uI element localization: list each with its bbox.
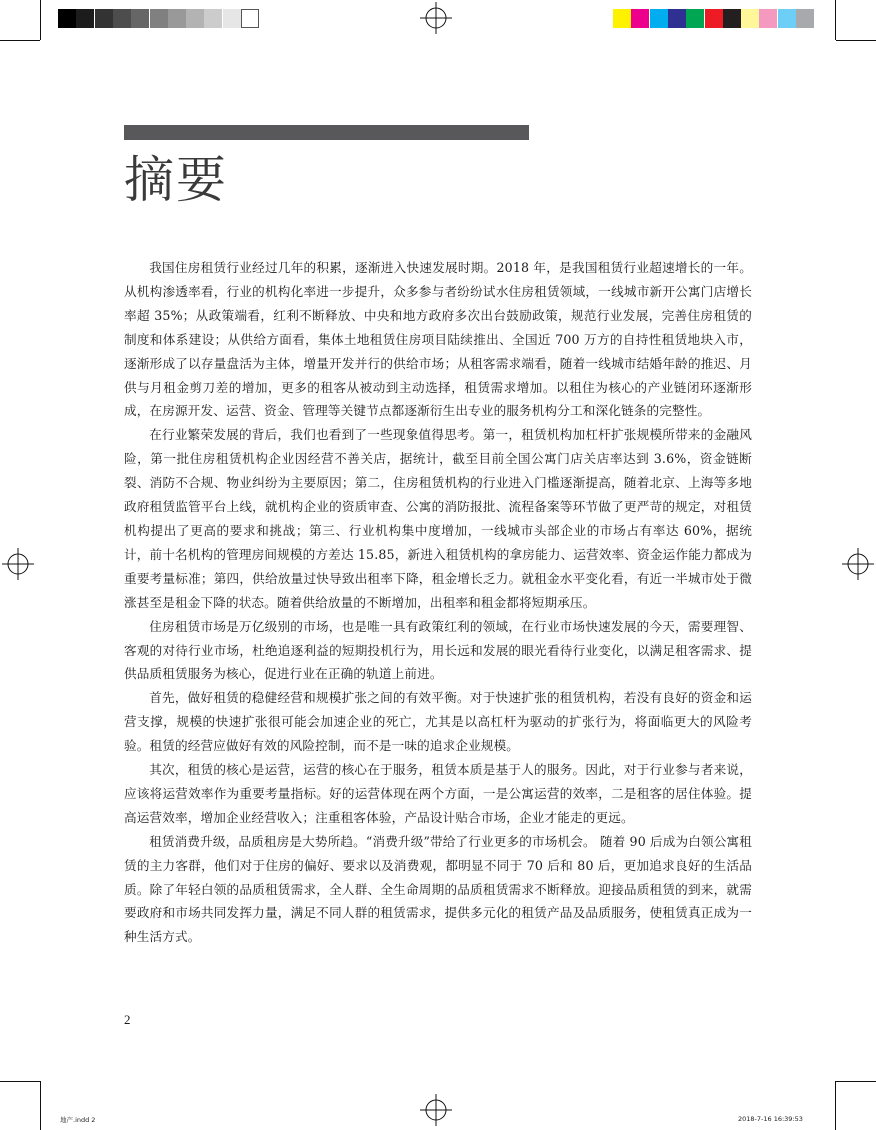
color-swatch bbox=[150, 9, 168, 28]
slug-filename: 地产.indd 2 bbox=[60, 1116, 96, 1124]
paragraph: 其次，租赁的核心是运营，运营的核心在于服务，租赁本质是基于人的服务。因此，对于行业参与者来说，应该将运营效率作为重要考量指标。好的运营体现在两个方面，一是公寓运营的效率，二是租客的居住体验。提高运营效率，增加企业经营收入；注重租客体验，产品设计贴合市场，企业才能走的更远。 bbox=[124, 762, 752, 825]
color-swatch bbox=[668, 9, 686, 28]
crop-mark bbox=[40, 1081, 41, 1130]
color-swatch bbox=[759, 9, 777, 28]
crop-mark bbox=[0, 1081, 40, 1082]
color-swatch bbox=[76, 9, 94, 28]
color-swatch bbox=[204, 9, 222, 28]
registration-mark-bottom bbox=[420, 1094, 452, 1126]
color-swatch bbox=[650, 9, 668, 28]
color-swatch bbox=[168, 9, 186, 28]
registration-mark-top bbox=[420, 2, 452, 34]
page-title: 摘要 bbox=[124, 151, 228, 209]
paragraph: 租赁消费升级，品质租房是大势所趋。“消费升级”带给了行业更多的市场机会。 随着 90 后成为白领公寓租赁的主力客群，他们对于住房的偏好、要求以及消费观，都明显不同于 70 后和 80 后，更加追求良好的生活品质。除了年轻白领的品质租赁需求，全人群、全生命周期的品质租赁需求不断释放。迎接品质租赁的到来，就需要政府和市场共同发挥力量，满足不同人群的租赁需求，提供多元化的租赁产品及品质服务，使租赁真正成为一种生活方式。 bbox=[124, 833, 752, 945]
color-swatch bbox=[186, 9, 204, 28]
paragraph: 我国住房租赁行业经过几年的积累，逐渐进入快速发展时期。2018 年，是我国租赁行业超速增长的一年。从机构渗透率看，行业的机构化率进一步提升，众多参与者纷纷试水住房租赁领域，一线城市新开公寓门店增长率超 35%；从政策端看，红利不断释放、中央和地方政府多次出台鼓励政策，规范行业发展，完善住房租赁的制度和体系建设；从供给方面看，集体土地租赁住房项目陆续推出、全国近 700 万方的自持性租赁地块入市，逐渐形成了以存量盘活为主体，增量开发并行的供给市场；从租客需求端看，随着一线城市结婚年龄的推迟、月供与月租金剪刀差的增加，更多的租客从被动到主动选择，租赁需求增加。以租住为核心的产业链闭环逐渐形成，在房源开发、运营、资金、管理等关键节点都逐渐衍生出专业的服务机构分工和深化链条的完整性。 bbox=[124, 260, 752, 419]
page-number: 2 bbox=[124, 1012, 131, 1027]
color-swatch bbox=[796, 9, 814, 28]
color-swatch bbox=[131, 9, 149, 28]
paragraph: 首先，做好租赁的稳健经营和规模扩张之间的有效平衡。对于快速扩张的租赁机构，若没有良好的资金和运营支撑，规模的快速扩张很可能会加速企业的死亡，尤其是以高杠杆为驱动的扩张行为，将面临更大的风险考验。租赁的经营应做好有效的风险控制，而不是一味的追求企业规模。 bbox=[124, 690, 752, 754]
color-swatch bbox=[95, 9, 113, 28]
color-swatch bbox=[778, 9, 796, 28]
title-accent-bar bbox=[124, 125, 529, 140]
crop-mark bbox=[836, 40, 876, 41]
color-swatch bbox=[686, 9, 704, 28]
paragraph: 住房租赁市场是万亿级别的市场，也是唯一具有政策红利的领域，在行业市场快速发展的今天，需要理智、客观的对待行业市场，杜绝追逐利益的短期投机行为，用长远和发展的眼光看待行业变化，以满足租客需求、提供品质租赁服务为核心，促进行业在正确的轨道上前进。 bbox=[124, 618, 752, 682]
color-swatch bbox=[58, 9, 76, 28]
registration-mark-right bbox=[842, 548, 874, 580]
color-swatch bbox=[705, 9, 723, 28]
abstract-body bbox=[124, 256, 752, 949]
registration-mark-left bbox=[2, 548, 34, 580]
slug-timestamp: 2018-7-16 16:39:53 bbox=[738, 1115, 803, 1123]
color-swatch bbox=[113, 9, 131, 28]
color-swatch bbox=[631, 9, 649, 28]
color-swatch bbox=[741, 9, 759, 28]
crop-mark bbox=[836, 1081, 876, 1082]
paragraph: 在行业繁荣发展的背后，我们也看到了一些现象值得思考。第一，租赁机构加杠杆扩张规模所带来的金融风险，第一批住房租赁机构企业因经营不善关店，据统计，截至目前全国公寓门店关店率达到 3.6%，资金链断裂、消防不合规、物业纠纷为主要原因；第二，住房租赁机构的行业进入门槛逐渐提高，随着北京、上海等多地政府租赁监管平台上线，就机构企业的资质审查、公寓的消防报批、流程备案等环节做了更严苛的规定，对租赁机构提出了更高的要求和挑战；第三、行业机构集中度增加，一线城市头部企业的市场占有率达 60%，据统计，前十名机构的管理房间规模的方差达 15.85，新进入租赁机构的拿房能力、运营效率、资金运作能力都成为重要考量标准；第四，供给放量过快导致出租率下降，租金增长乏力。就租金水平变化看，有近一半城市处于微涨甚至是租金下降的状态。随着供给放量的不断增加，出租率和租金都将短期承压。 bbox=[124, 427, 752, 610]
crop-mark bbox=[40, 0, 41, 40]
color-swatch bbox=[241, 9, 259, 28]
color-swatch bbox=[613, 9, 631, 28]
crop-mark bbox=[835, 0, 836, 40]
color-swatch bbox=[223, 9, 241, 28]
crop-mark bbox=[0, 40, 40, 41]
color-swatch bbox=[723, 9, 741, 28]
crop-mark bbox=[835, 1081, 836, 1130]
